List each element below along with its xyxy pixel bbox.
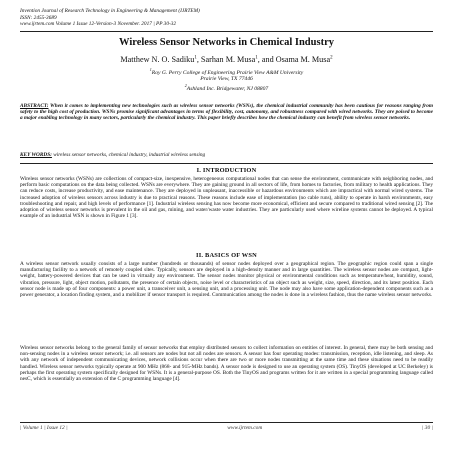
footer-volume: | Volume 1 | Issue 12 | — [20, 425, 68, 431]
header-divider — [20, 31, 433, 32]
keywords-text: wireless sensor networks, chemical industry, industrial wireless sensing — [53, 152, 206, 158]
keywords — [20, 152, 433, 158]
affiliation-line: $^2$Ashland Inc. Bridgewater, NJ 08807 — [184, 83, 269, 92]
abstract-label: ABSTRACT: — [20, 103, 49, 109]
journal-header — [20, 8, 433, 28]
author-affiliation-mark: 2 — [330, 55, 333, 61]
paper-title: Wireless Sensor Networks in Chemical Industry — [119, 37, 334, 48]
affiliation-line: $^1$Roy G. Perry College of Engineering Prairie View A&M University — [149, 67, 304, 76]
abstract — [20, 103, 433, 122]
paragraph-basics-1: A wireless sensor network usually consists of a large number (hundreds or thousands) of sensor nodes deployed over a geographical region. The geographic region could span a single manufacturing facility to a network of remotely coupled sites. Typically, sensors are deployed in a high-density manner and in large quantities. The wireless sensor nodes are compact, light-weight, battery-powered devices that can be used in virtually any environment. The sensor nodes monitor physical or environmental conditions such as temperature/heat, humidity, sound, vibration, pressure, light, object motion, pollutants, the presence of certain objects, noise level or characteristics of an object such as weight, size, speed, direction, and its latest position. Each sensor node is made up of four components: a power unit, a transceiver unit, a sensing unit, and a processing unit. The node may also have some application-dependent components such as a power generator, a location finding system, and a mobilizer if sensor transport is required. Communication among the nodes is done in a wireless fashion, thus the name wireless sensor networks. — [20, 261, 433, 299]
author-affiliation-mark: 1 — [255, 55, 258, 61]
abstract-text: When it comes to implementing new technologies such as wireless sensor networks (WSNs), the chemical industrial community has been cautious for reasons ranging from safety to the high cost of production. WSNs promise significant advantages in terms of flexibility, cost, autonomy, and robustness compared with wired networks. They are poised to become a major enabling technology in many sectors, particularly the chemical industry. This paper briefly describes how the chemical industry can benefit from wireless sensor networks. — [20, 103, 433, 122]
paragraph-introduction: Wireless sensor networks (WSNs) are collections of compact-size, inexpensive, heterogeneous computational nodes that can sense the environment, communicate with neighboring nodes, and perform basic computations on the data being collected. WSNs are everywhere. They are gaining ground in all sectors of life, from homes to factories, from military to health applications. They can reduce costs, increase productivity, and ease maintenance. They are deployed in unpleasant, inaccessible or hazardous environments which are impractical with normal wired systems. The increased adoption of wireless sensors across industry is due to practical reasons. These reasons include ease of implementation (no cable runs), ability to operate in harsh environments, easy troubleshooting and repair, and high levels of performance [1]. Industrial wireless sensing has now become more economical, efficient and secure compared to traditional wired sensing [2]. The adoption of wireless sensor networks is prevalent in the oil and gas, mining, and water/waste water industries. They are particularly used where wireline systems cannot be deployed. A typical example of an industrial WSN is shown in Figure 1 [3]. — [20, 176, 433, 220]
journal-issn: ISSN: 2455-3689 — [20, 14, 57, 21]
author-name: Osama M. Musa — [275, 55, 331, 64]
author-name: Sarhan M. Musa — [200, 55, 256, 64]
affiliations — [0, 67, 453, 93]
section-heading-basics: II. BASICS OF WSN — [196, 252, 257, 259]
footer-website: www.ijrtem.com — [227, 425, 263, 431]
journal-volume-pages: www.ijrtem.com Volume 1 Issue 12-Version-3 November. 2017 | PP 30-32 — [20, 21, 177, 28]
affiliation-line: Prairie View, TX 77446 — [200, 76, 253, 83]
journal-name: Invention Journal of Research Technology in Engineering & Management (IJRTEM) — [20, 8, 200, 14]
footer-divider — [20, 422, 433, 423]
paragraph-basics-2: Wireless sensor networks belong to the general family of sensor networks that employ distributed sensors to collect information on entities of interest. In general, there may be both sensing and non-sensing nodes in a wireless sensor network; i.e. all sensors are nodes but not all nodes are sensors. A sensor has four operating modes: transmission, reception, idle listening, and sleep. As with any network of independent communicating devices, network collisions occur when there are two or more nodes transmitting at the same time and these situations need to be readily handled. Wireless sensor networks typically operate at 900 MHz (868- and 915-MHz bands). A sensor node is designed to use an operating system (OS). TinyOS (developed at UC Berkeley) is perhaps the first operating system specifically designed for WSNs. It is a general-purpose OS. Both the TinyOS and programs written for it are written in a special programming language called nesC, which is essentially an extension of the C programming language [4]. — [20, 345, 433, 383]
section-heading-introduction: I. INTRODUCTION — [196, 167, 257, 174]
footer-page-number: | 30 | — [421, 425, 433, 431]
author-name: Matthew N. O. Sadiku — [120, 55, 195, 64]
author-affiliation-mark: 1 — [194, 55, 197, 61]
page-footer — [20, 425, 433, 431]
author-list: Matthew N. O. Sadiku$^1$, Sarhan M. Musa$^1$, and Osama M. Musa$^2$ — [120, 55, 333, 64]
keywords-divider — [20, 163, 433, 164]
keywords-label: KEY WORDS: — [20, 152, 52, 158]
